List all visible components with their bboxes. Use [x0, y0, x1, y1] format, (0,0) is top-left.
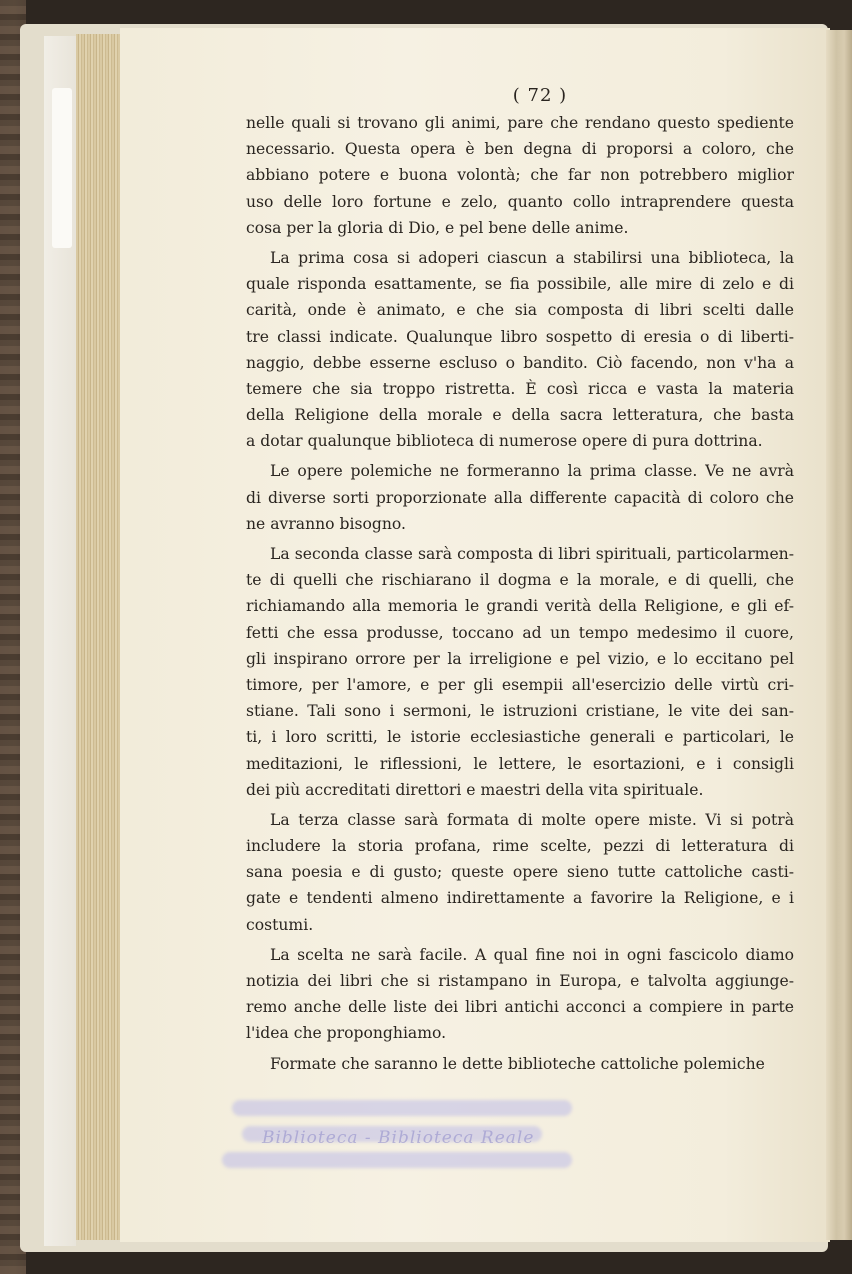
text-line: temere che sia troppo ristretta. È così ricca e vasta la materia: [246, 379, 794, 398]
text-line: di diverse sorti proporzionate alla differente capacità di coloro che: [246, 488, 794, 507]
text-line: remo anche delle liste dei libri antichi acconci a compiere in parte: [246, 998, 794, 1017]
page-text: [246, 84, 794, 1077]
paragraph: [246, 110, 794, 241]
text-line: carità, onde è animato, e che sia composta di libri scelti dalle: [246, 301, 794, 320]
page-edges-gutter: [76, 34, 120, 1240]
paragraph: [246, 541, 794, 803]
text-line: a dotar qualunque biblioteca di numerose opere di pura dottrina.: [246, 432, 763, 451]
text-line: nelle quali si trovano gli animi, pare che rendano questo spediente: [246, 114, 794, 132]
text-line: tre classi indicate. Qualunque libro sospetto di eresia o di liberti-: [246, 327, 794, 346]
text-line: costumi.: [246, 915, 314, 934]
paragraph: [246, 458, 794, 537]
text-line: La scelta ne sarà facile. A qual fine noi in ogni fascicolo diamo: [270, 945, 794, 964]
text-line: La seconda classe sarà composta di libri spirituali, particolarmen-: [270, 545, 794, 563]
paragraph: [246, 942, 794, 1047]
text-line: La prima cosa si adoperi ciascun a stabilirsi una biblioteca, la: [270, 248, 794, 267]
text-line: stiane. Tali sono i sermoni, le istruzioni cristiane, le vite dei san-: [246, 702, 794, 721]
text-line: l'idea che proponghiamo.: [246, 1024, 447, 1043]
text-line: meditazioni, le riflessioni, le lettere, le esortazioni, e i consigli: [246, 754, 794, 773]
text-line: della Religione della morale e della sacra letteratura, che basta: [246, 406, 794, 425]
text-line: ti, i loro scritti, le istorie ecclesiastiche generali e particolari, le: [246, 728, 794, 747]
text-line: timore, per l'amore, e per gli esempii all'esercizio delle virtù cri-: [246, 675, 794, 694]
page-number: ( 72 ): [512, 85, 568, 106]
paragraph: [246, 245, 794, 455]
paragraph: [246, 1051, 794, 1077]
text-line: richiamando alla memoria le grandi verità della Religione, e gli ef-: [246, 597, 794, 616]
text-line: dei più accreditati direttori e maestri della vita spirituale.: [246, 780, 704, 799]
text-line: abbiano potere e buona volontà; che far non potrebbero miglior: [246, 166, 794, 185]
text-line: gli inspirano orrore per la irreligione e pel vizio, e lo eccitano pel: [246, 649, 794, 668]
body-text: [246, 110, 794, 1077]
text-line: naggio, debbe esserne escluso o bandito. Ciò facendo, non v'ha a: [246, 353, 794, 372]
text-line: cosa per la gloria di Dio, e pel bene delle anime.: [246, 218, 629, 237]
text-line: Le opere polemiche ne formeranno la prima classe. Ve ne avrà: [270, 462, 794, 481]
text-line: Formate che saranno le dette biblioteche cattoliche polemiche: [270, 1054, 765, 1073]
text-line: notizia dei libri che si ristampano in Europa, e talvolta aggiunge-: [246, 972, 794, 990]
left-flyleaf: [44, 36, 76, 1246]
text-line: sana poesia e di gusto; queste opere sieno tutte cattoliche casti-: [246, 863, 794, 882]
text-line: ne avranno bisogno.: [246, 514, 406, 533]
text-line: uso delle loro fortune e zelo, quanto collo intraprendere questa: [246, 192, 794, 211]
text-line: includere la storia profana, rime scelte, pezzi di letteratura di: [246, 837, 794, 856]
text-line: te di quelli che rischiarano il dogma e la morale, e di quelli, che: [246, 571, 794, 590]
text-line: fetti che essa produsse, toccano ad un tempo medesimo il cuore,: [246, 623, 794, 642]
stamp-text: Biblioteca - Biblioteca Reale: [262, 1128, 535, 1148]
text-line: quale risponda esattamente, se fia possibile, alle mire di zelo e di: [246, 275, 794, 294]
paragraph: [246, 807, 794, 938]
text-line: La terza classe sarà formata di molte opere miste. Vi si potrà: [270, 810, 794, 829]
library-stamp: [232, 1100, 582, 1180]
text-line: necessario. Questa opera è ben degna di proporsi a coloro, che: [246, 140, 794, 159]
right-page-edge: [826, 30, 852, 1240]
flyleaf-tab: [52, 88, 72, 248]
text-line: gate e tendenti almeno indirettamente a favorire la Religione, e i: [246, 889, 794, 908]
